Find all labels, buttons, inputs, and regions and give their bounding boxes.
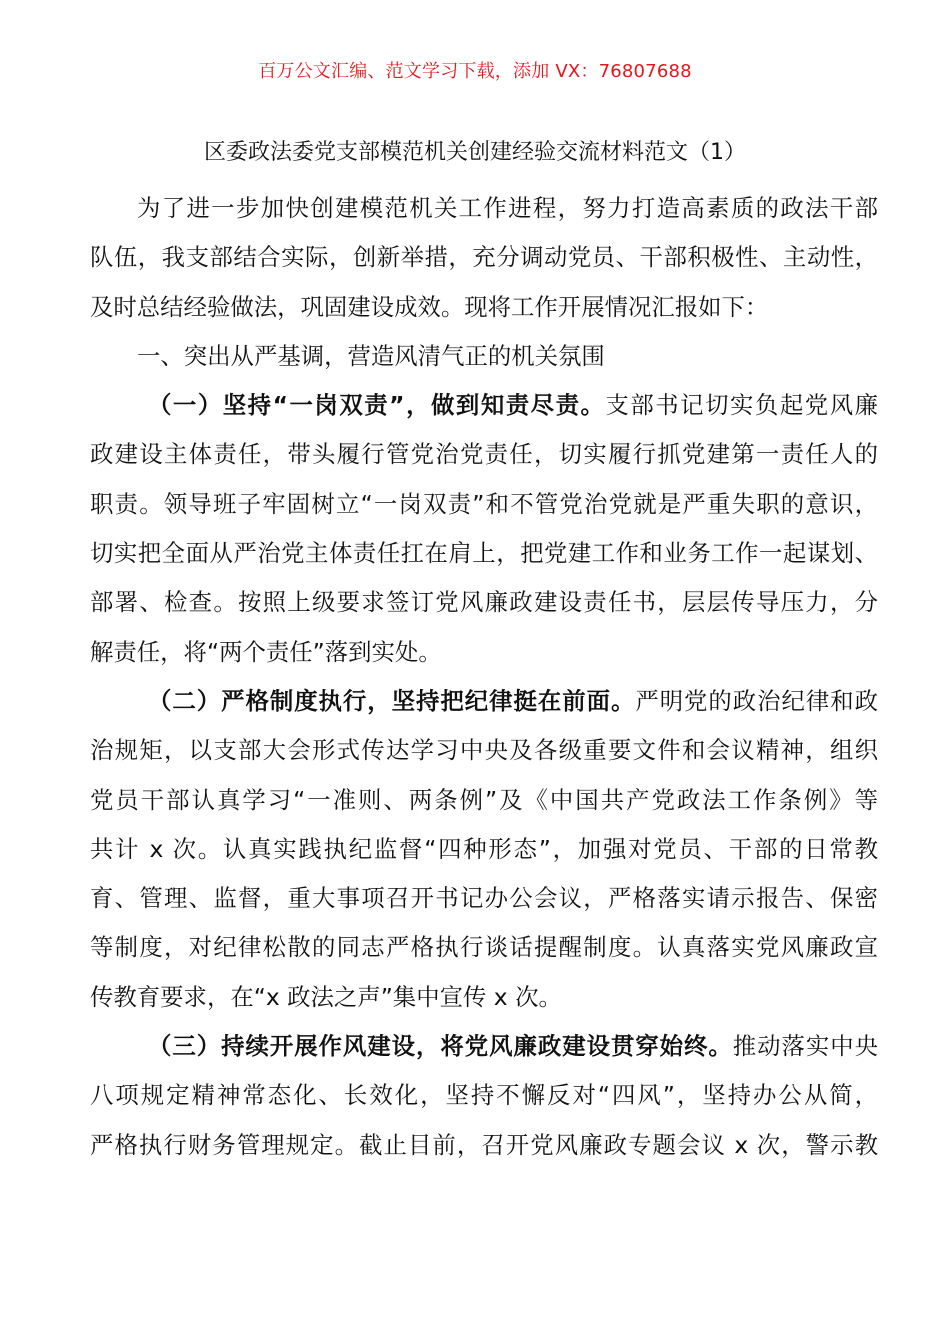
line-text: 为了进一步加快创建模范机关工作进程，努力打造高素质的政法干部	[137, 194, 878, 222]
line-text: 党员干部认真学习“一准则、两条例”及《中国共产党政法工作条例》等	[90, 785, 878, 814]
subsection-2-line-1	[90, 679, 878, 728]
section-heading-text: 一、突出从严基调，营造风清气正的机关氛围	[137, 341, 605, 370]
document-body	[90, 186, 878, 1172]
paragraph-intro-line-2	[90, 235, 878, 284]
line-text: 育、管理、监督，重大事项召开书记办公会议，严格落实请示报告、保密	[90, 884, 878, 913]
line-text: 支部书记切实负起党风廉	[605, 391, 878, 420]
subsection-heading: （一）坚持“一岗双责”，做到知责尽责。	[148, 391, 606, 420]
line-text: 解责任，将“两个责任”落到实处。	[90, 637, 442, 666]
subsection-2-line-2	[90, 728, 878, 777]
subsection-heading: （三）持续开展作风建设，将党风廉政建设贯穿始终。	[148, 1032, 733, 1061]
subsection-2-line-5	[90, 876, 878, 925]
section-heading-1	[90, 334, 878, 383]
line-text: 队伍，我支部结合实际，创新举措，充分调动党员、干部积极性、主动性，	[90, 243, 878, 272]
subsection-1-line-5	[90, 580, 878, 629]
line-text: 政建设主体责任，带头履行管党治党责任，切实履行抓党建第一责任人的	[90, 440, 878, 469]
subsection-1-line-3	[90, 482, 878, 531]
subsection-2-line-4	[90, 827, 878, 876]
paragraph-intro-line-1	[90, 186, 878, 235]
subsection-1-line-4	[90, 531, 878, 580]
subsection-1-line-2	[90, 432, 878, 481]
line-text: 严格执行财务管理规定。截止目前，召开党风廉政专题会议 x 次，警示教	[90, 1130, 878, 1159]
document-title: 区委政法委党支部模范机关创建经验交流材料范文（1）	[204, 140, 746, 165]
line-text: 治规矩，以支部大会形式传达学习中央及各级重要文件和会议精神，组织	[90, 736, 878, 765]
line-text: 共计 x 次。认真实践执纪监督“四种形态”，加强对党员、干部的日常教	[90, 834, 878, 863]
subsection-2-line-6	[90, 925, 878, 974]
subsection-2-line-7	[90, 975, 878, 1024]
subsection-3-line-3	[90, 1123, 878, 1172]
line-text: 推动落实中央	[732, 1032, 879, 1061]
line-text: 传教育要求，在“x 政法之声”集中宣传 x 次。	[90, 982, 562, 1011]
line-text: 职责。领导班子牢固树立“一岗双责”和不管党治党就是严重失职的意识，	[90, 489, 878, 518]
line-text: 切实把全面从严治党主体责任扛在肩上，把党建工作和业务工作一起谋划、	[90, 539, 878, 568]
subsection-3-line-2	[90, 1073, 878, 1122]
subsection-1-line-6	[90, 630, 878, 679]
line-text: 等制度，对纪律松散的同志严格执行谈话提醒制度。认真落实党风廉政宣	[90, 933, 878, 962]
paragraph-intro-line-3	[90, 285, 878, 334]
subsection-2-line-3	[90, 778, 878, 827]
line-text: 八项规定精神常态化、长效化，坚持不懈反对“四风”，坚持办公从简，	[90, 1081, 878, 1110]
subsection-3-line-1	[90, 1024, 878, 1073]
watermark-banner: 百万公文汇编、范文学习下载，添加 VX：76807688	[258, 61, 692, 82]
line-text: 严明党的政治纪律和政	[635, 686, 879, 715]
subsection-1-line-1	[90, 383, 878, 432]
subsection-heading: （二）严格制度执行，坚持把纪律挺在前面。	[148, 686, 636, 715]
line-text: 部署、检查。按照上级要求签订党风廉政建设责任书，层层传导压力，分	[90, 588, 878, 617]
line-text: 及时总结经验做法，巩固建设成效。现将工作开展情况汇报如下：	[90, 292, 769, 321]
